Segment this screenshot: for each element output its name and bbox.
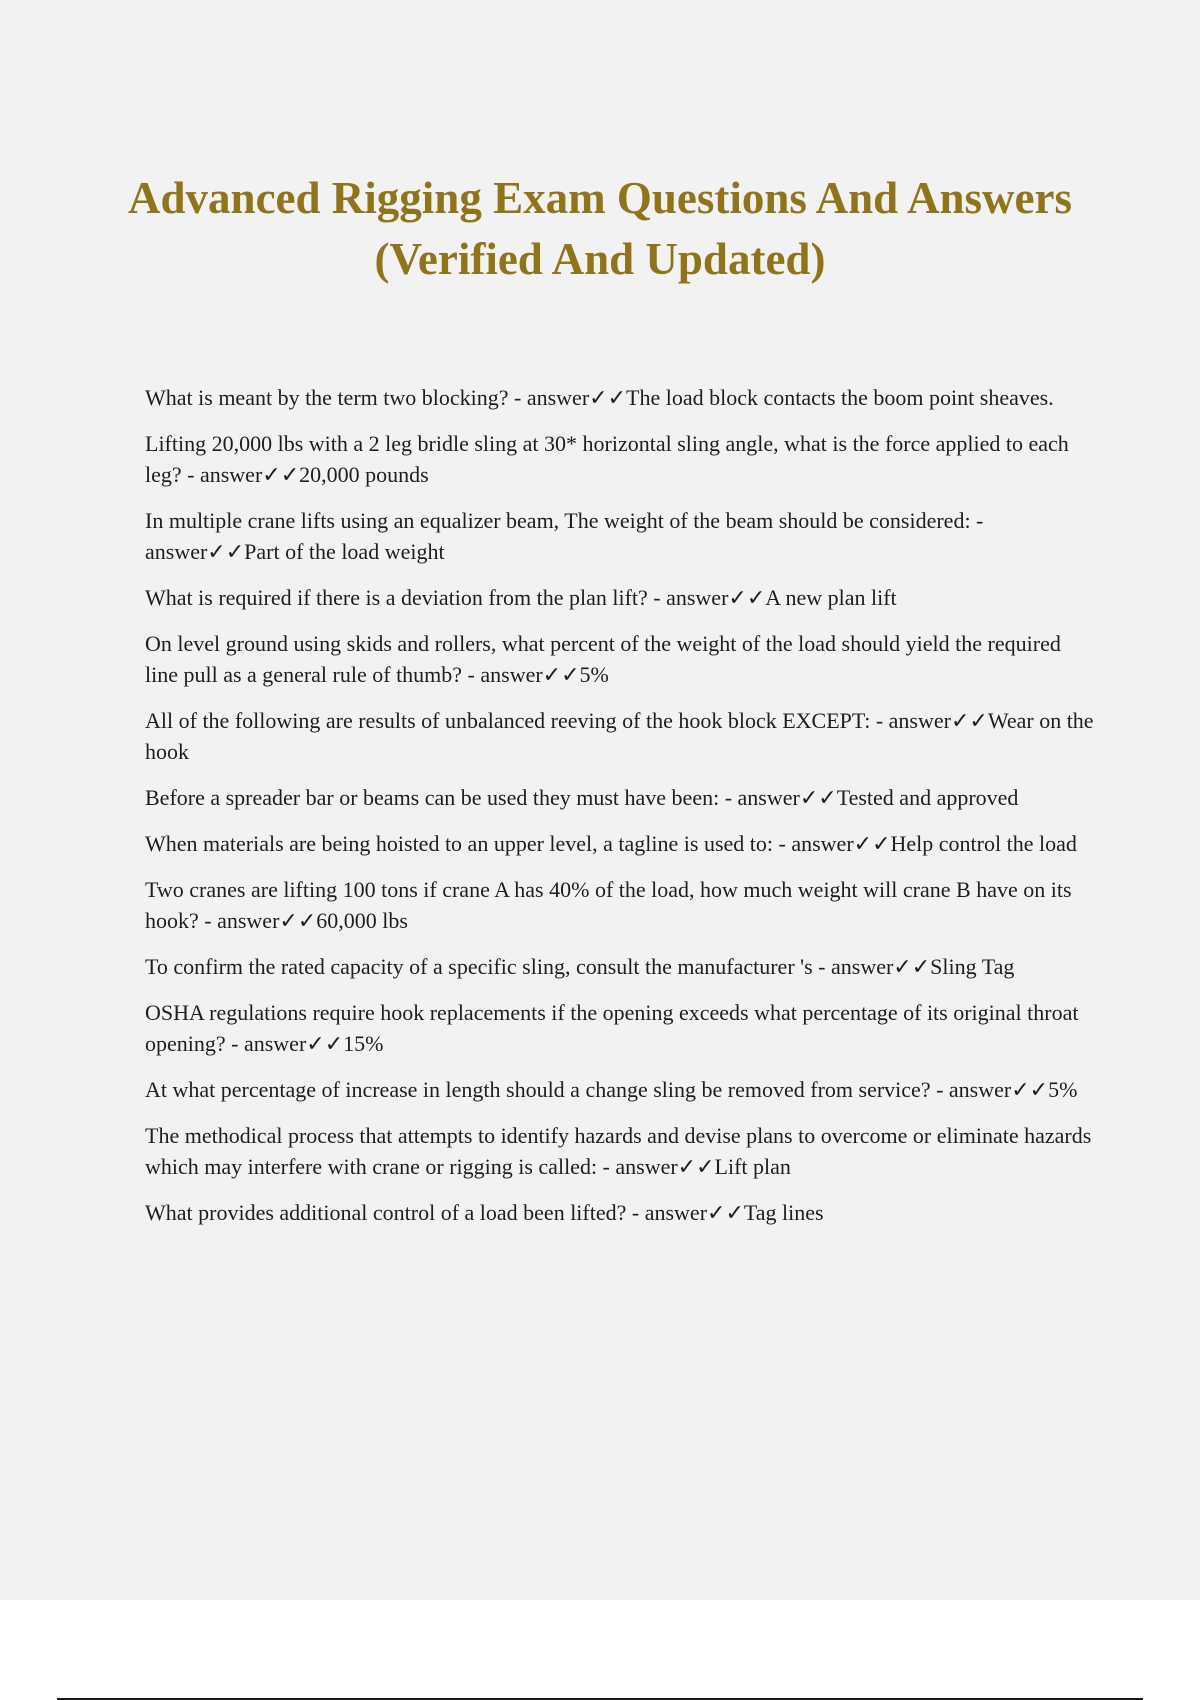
qa-item: Before a spreader bar or beams can be used they must have been: - answer✓✓Tested and approved: [145, 785, 1019, 810]
qa-item: Two cranes are lifting 100 tons if crane A has 40% of the load, how much weight will crane B have on its hook? - answer✓✓60,000 lbs: [145, 877, 1072, 933]
qa-item: What is required if there is a deviation from the plan lift? - answer✓✓A new plan lift: [145, 585, 897, 610]
qa-item: On level ground using skids and rollers, what percent of the weight of the load should yield the required line pull as a general rule of thumb? - answer✓✓5%: [145, 631, 1061, 687]
qa-item: To confirm the rated capacity of a specific sling, consult the manufacturer 's - answer✓✓Sling Tag: [145, 954, 1015, 979]
qa-item: OSHA regulations require hook replacements if the opening exceeds what percentage of its original throat opening? - answer✓✓15%: [145, 1000, 1079, 1056]
qa-item: Lifting 20,000 lbs with a 2 leg bridle sling at 30* horizontal sling angle, what is the force applied to each leg? - answer✓✓20,000 pounds: [145, 431, 1069, 487]
qa-list: [145, 382, 1095, 1243]
qa-item: The methodical process that attempts to identify hazards and devise plans to overcome or eliminate hazards which may interfere with crane or rigging is called: - answer✓✓Lift plan: [145, 1123, 1092, 1179]
qa-item: In multiple crane lifts using an equalizer beam, The weight of the beam should be considered: - answer✓✓Part of the load weight: [145, 508, 984, 564]
document-title: Advanced Rigging Exam Questions And Answers (Verified And Updated): [128, 173, 1072, 284]
qa-item: What is meant by the term two blocking? - answer✓✓The load block contacts the boom point sheaves.: [145, 385, 1054, 410]
qa-item: At what percentage of increase in length should a change sling be removed from service? - answer✓✓5%: [145, 1077, 1078, 1102]
qa-item: What provides additional control of a load been lifted? - answer✓✓Tag lines: [145, 1200, 824, 1225]
qa-item: When materials are being hoisted to an upper level, a tagline is used to: - answer✓✓Help control the load: [145, 831, 1077, 856]
qa-item: All of the following are results of unbalanced reeving of the hook block EXCEPT: - answer✓✓Wear on the hook: [145, 708, 1094, 764]
